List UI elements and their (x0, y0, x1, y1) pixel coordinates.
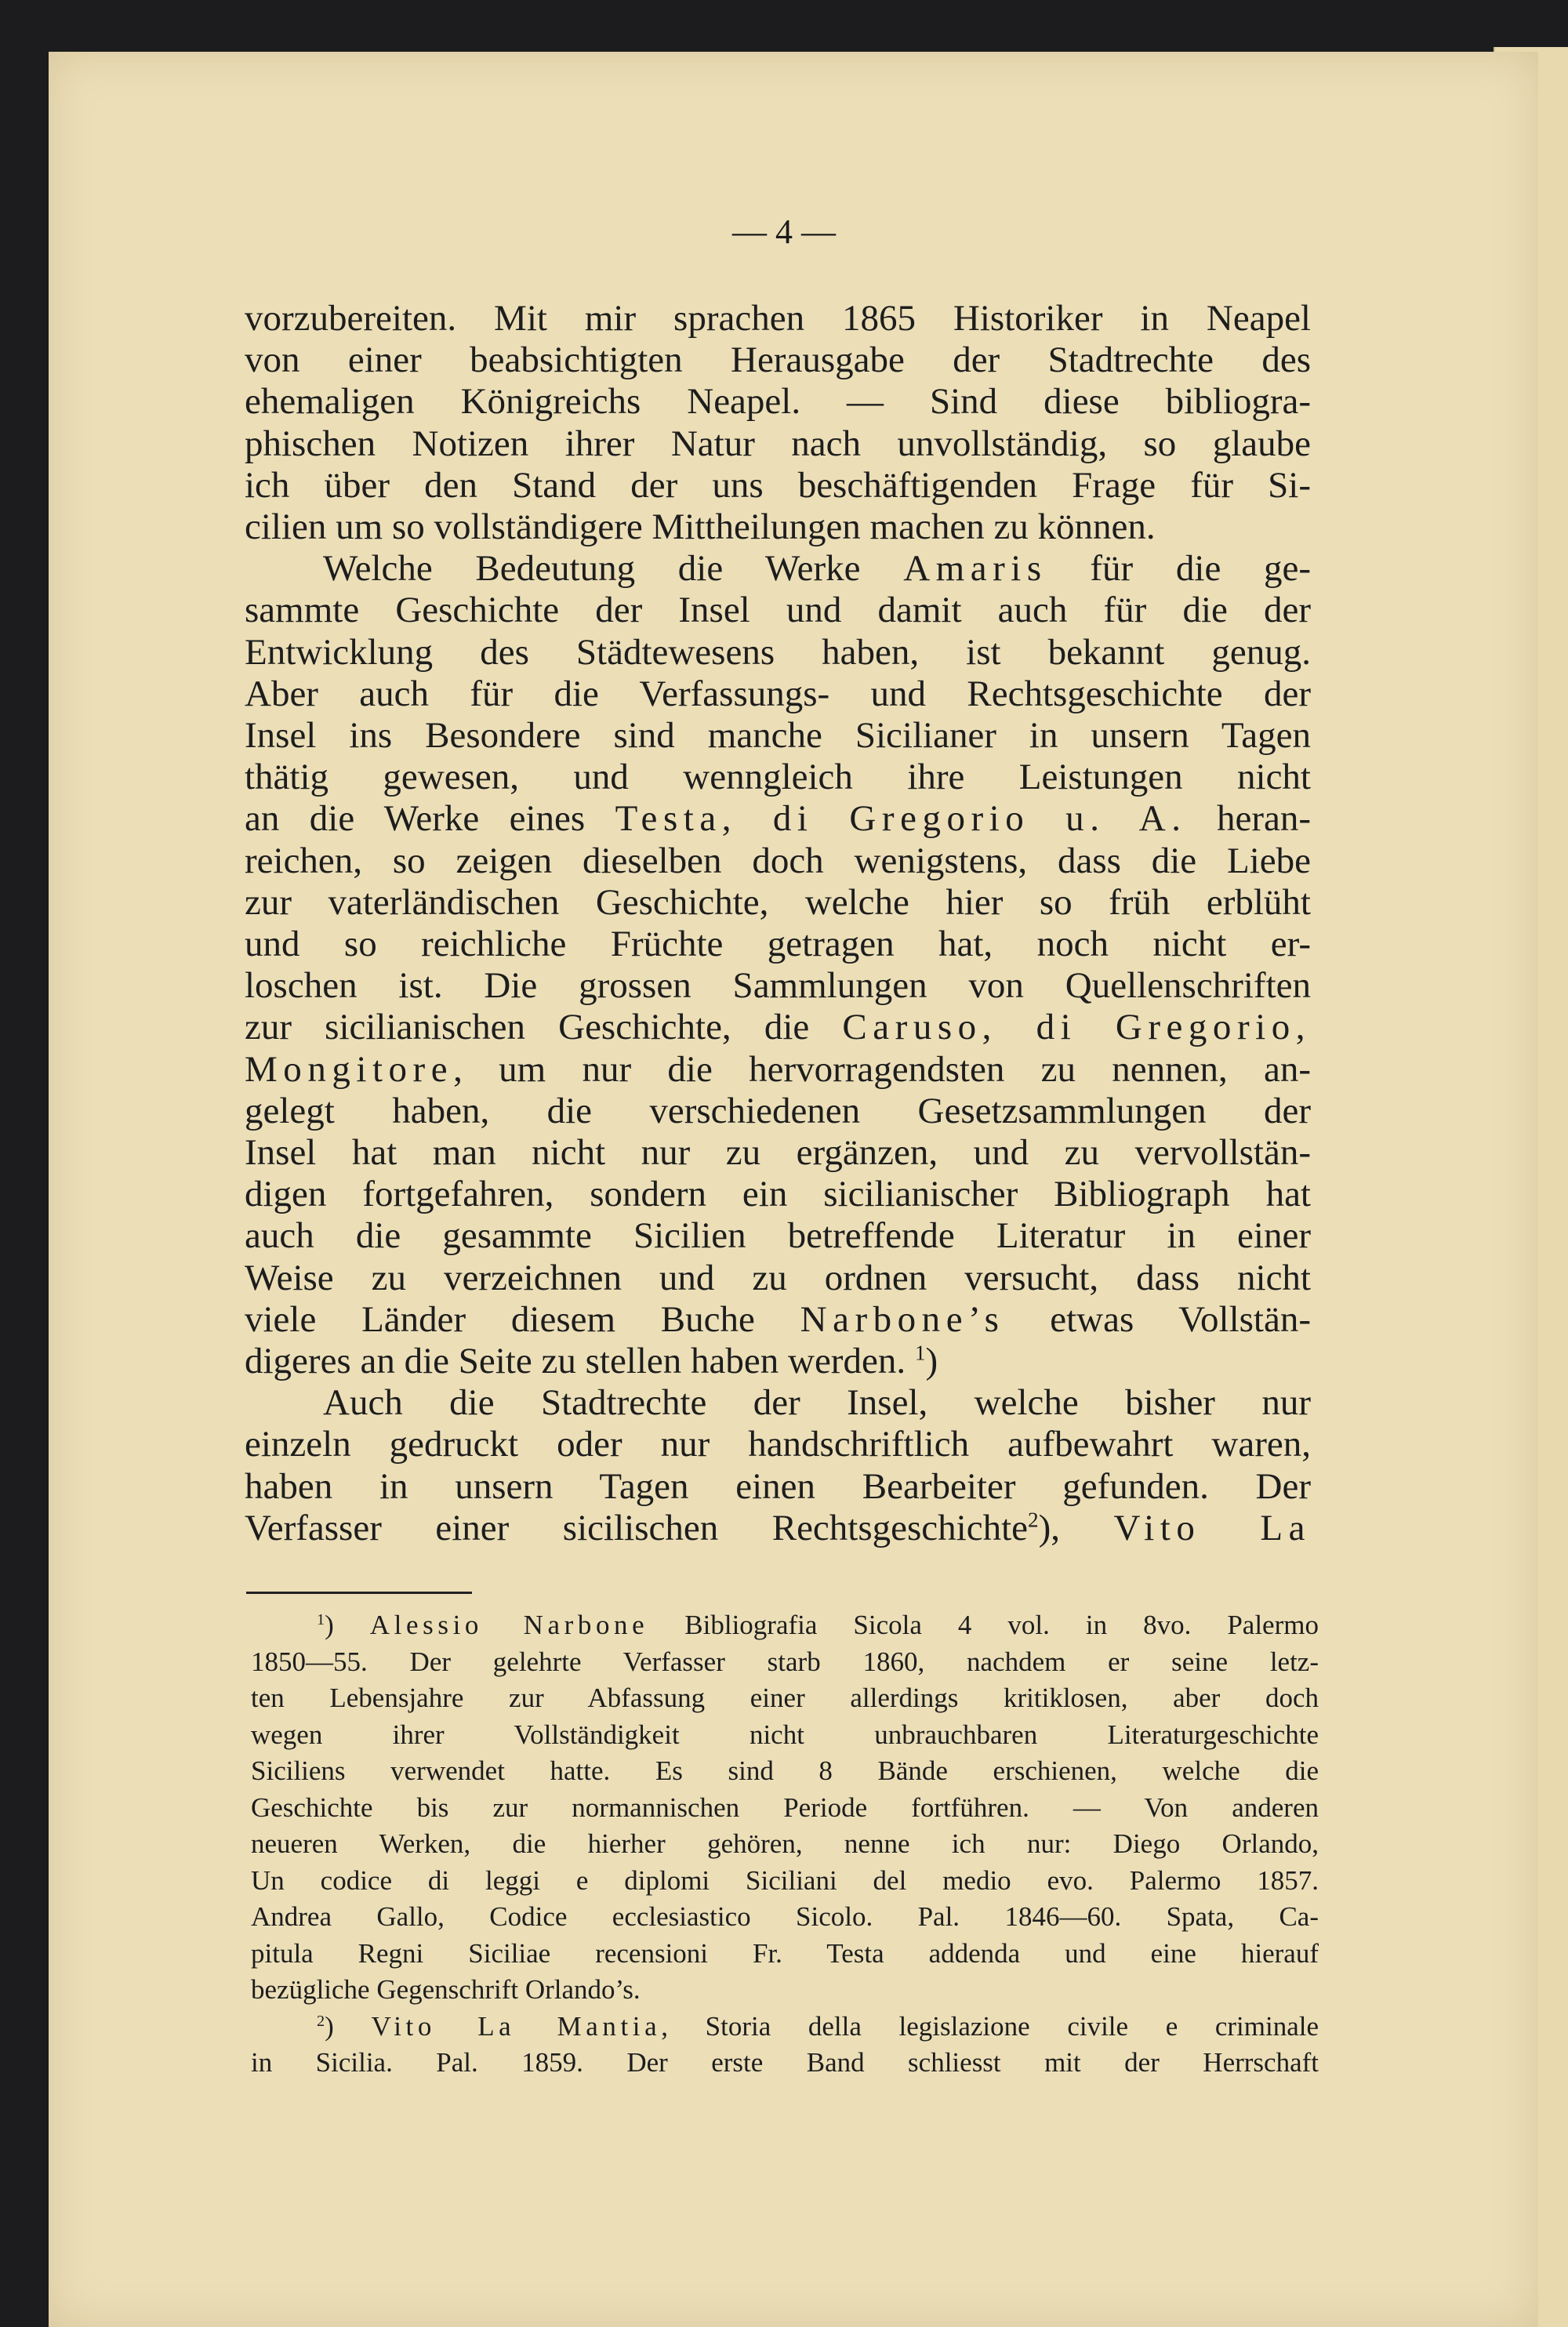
footnote-line: Un codice di leggi e diplomi Siciliani del medio evo. Palermo 1857. (251, 1864, 1319, 1896)
text-span: heran- (1186, 798, 1311, 840)
author-names-caruso-gregorio: Caruso, di Gregorio, (842, 1007, 1311, 1048)
text-span: ) (325, 1610, 370, 1640)
text-line: loschen ist. Die grossen Sammlungen von Quellenschriften (245, 965, 1311, 1007)
text-span: digeres an die Seite zu stellen haben werden. (245, 1341, 915, 1382)
footnote-line: in Sicilia. Pal. 1859. Der erste Band schliesst mit der Herrschaft (251, 2047, 1319, 2078)
text-line: haben in unsern Tagen einen Bearbeiter gefunden. Der (245, 1465, 1311, 1507)
body-text (245, 298, 1311, 1549)
text-line: cilien um so vollständigere Mittheilungen machen zu können. (245, 506, 1156, 548)
text-span: Bibliografia Sicola 4 vol. in 8vo. Palermo (648, 1610, 1319, 1640)
text-line (245, 1341, 1311, 1382)
footnote-marker-2: 2 (317, 2012, 325, 2030)
text-span: , Storia della legislazione civile e criminale (661, 2010, 1319, 2042)
footnote-line (251, 1607, 1319, 1644)
text-line: Insel ins Besondere sind manche Sicilianer in unsern Tagen (245, 715, 1311, 757)
text-line: reichen, so zeigen dieselben doch wenigstens, dass die Liebe (245, 840, 1311, 881)
footnote-line: Geschichte bis zur normannischen Periode fortführen. — Von anderen (251, 1792, 1319, 1823)
text-line: von einer beabsichtigten Herausgabe der Stadtrechte des (245, 339, 1311, 381)
text-line: und so reichliche Früchte getragen hat, noch nicht er- (245, 924, 1311, 965)
footnote-marker-1: 1 (317, 1610, 325, 1628)
footnote-ref-1: 1 (914, 1341, 926, 1365)
author-name-vito-la: Vito La (1113, 1507, 1311, 1548)
author-name-mongitore: Mongitore (245, 1048, 454, 1090)
text-span: Welche Bedeutung die Werke (323, 548, 904, 590)
text-line: Insel hat man nicht nur zu ergänzen, und zu vervollstän- (245, 1132, 1311, 1174)
text-line: digen fortgefahren, sondern ein sicilianischer Bibliograph hat (245, 1174, 1311, 1215)
text-span: viele Länder diesem Buche (245, 1298, 800, 1340)
author-name-narbone: Narbone’s (800, 1298, 1005, 1340)
text-line (245, 548, 1311, 590)
text-span: ) (325, 2010, 372, 2042)
text-line (245, 1508, 1311, 1549)
text-span: an die Werke eines (245, 798, 615, 840)
text-line: ich über den Stand der uns beschäftigenden Frage für Si- (245, 464, 1311, 506)
author-name-vito-la-mantia: Vito La Mantia (371, 2010, 662, 2042)
text-span: etwas Vollstän- (1004, 1298, 1311, 1340)
text-line: vorzubereiten. Mit mir sprachen 1865 Historiker in Neapel (245, 298, 1311, 339)
footnote-line: pitula Regni Siciliae recensioni Fr. Testa addenda und eine hierauf (251, 1937, 1319, 1969)
text-line (245, 1299, 1311, 1341)
text-line (245, 1007, 1311, 1048)
text-line: Entwicklung des Städtewesens haben, ist bekannt genug. (245, 631, 1311, 673)
footnotes (251, 1607, 1319, 2082)
text-line: zur vaterländischen Geschichte, welche hier so früh erblüht (245, 881, 1311, 923)
text-line: ehemaligen Königreichs Neapel. — Sind diese bibliogra- (245, 381, 1311, 423)
footnote-line: Andrea Gallo, Codice ecclesiastico Sicolo. Pal. 1846—60. Spata, Ca- (251, 1901, 1319, 1932)
text-line: einzeln gedruckt oder nur handschriftlich aufbewahrt waren, (245, 1424, 1311, 1465)
page-number: — 4 — (732, 212, 836, 251)
text-span: für die ge- (1047, 548, 1312, 590)
footnote-line: wegen ihrer Vollständigkeit nicht unbrauchbaren Literaturgeschichte (251, 1719, 1319, 1750)
text-line (245, 1049, 1311, 1091)
footnote-line: 1850—55. Der gelehrte Verfasser starb 1860, nachdem er seine letz- (251, 1646, 1319, 1677)
footnote-divider (246, 1592, 472, 1594)
text-span: Verfasser einer sicilischen Rechtsgeschichte (245, 1507, 1028, 1548)
footnote-ref-2: 2 (1027, 1508, 1039, 1532)
text-line: phischen Notizen ihrer Natur nach unvollständig, so glaube (245, 423, 1311, 464)
author-name-amari: Amaris (903, 548, 1047, 590)
text-span: zur sicilianischen Geschichte, die (245, 1007, 843, 1048)
text-line: sammte Geschichte der Insel und damit auch für die der (245, 590, 1311, 631)
text-line: thätig gewesen, und wenngleich ihre Leistungen nicht (245, 757, 1311, 798)
footnote-line: ten Lebensjahre zur Abfassung einer allerdings kritiklosen, aber doch (251, 1683, 1319, 1713)
author-name-alessio-narbone: Alessio Narbone (369, 1610, 649, 1640)
text-line: Aber auch für die Verfassungs- und Rechtsgeschichte der (245, 673, 1311, 714)
text-line: gelegt haben, die verschiedenen Gesetzsammlungen der (245, 1090, 1311, 1131)
text-span: , um nur die hervorragendsten zu nennen, an- (453, 1048, 1311, 1090)
text-span: ), (1038, 1507, 1114, 1548)
footnote-line (251, 2009, 1319, 2046)
text-span: ) (925, 1341, 938, 1382)
text-line: Auch die Stadtrechte der Insel, welche bisher nur (323, 1382, 1311, 1424)
author-names-testa-gregorio: Testa, di Gregorio u. A. (615, 798, 1187, 840)
text-line: auch die gesammte Sicilien betreffende Literatur in einer (245, 1215, 1311, 1257)
footnote-line: neueren Werken, die hierher gehören, nenne ich nur: Diego Orlando, (251, 1828, 1319, 1859)
text-line: Weise zu verzeichnen und zu ordnen versucht, dass nicht (245, 1257, 1311, 1298)
footnote-line: Siciliens verwendet hatte. Es sind 8 Bände erschienen, welche die (251, 1755, 1319, 1786)
footnote-line: bezügliche Gegenschrift Orlando’s. (251, 1974, 641, 2005)
text-line (245, 798, 1311, 840)
